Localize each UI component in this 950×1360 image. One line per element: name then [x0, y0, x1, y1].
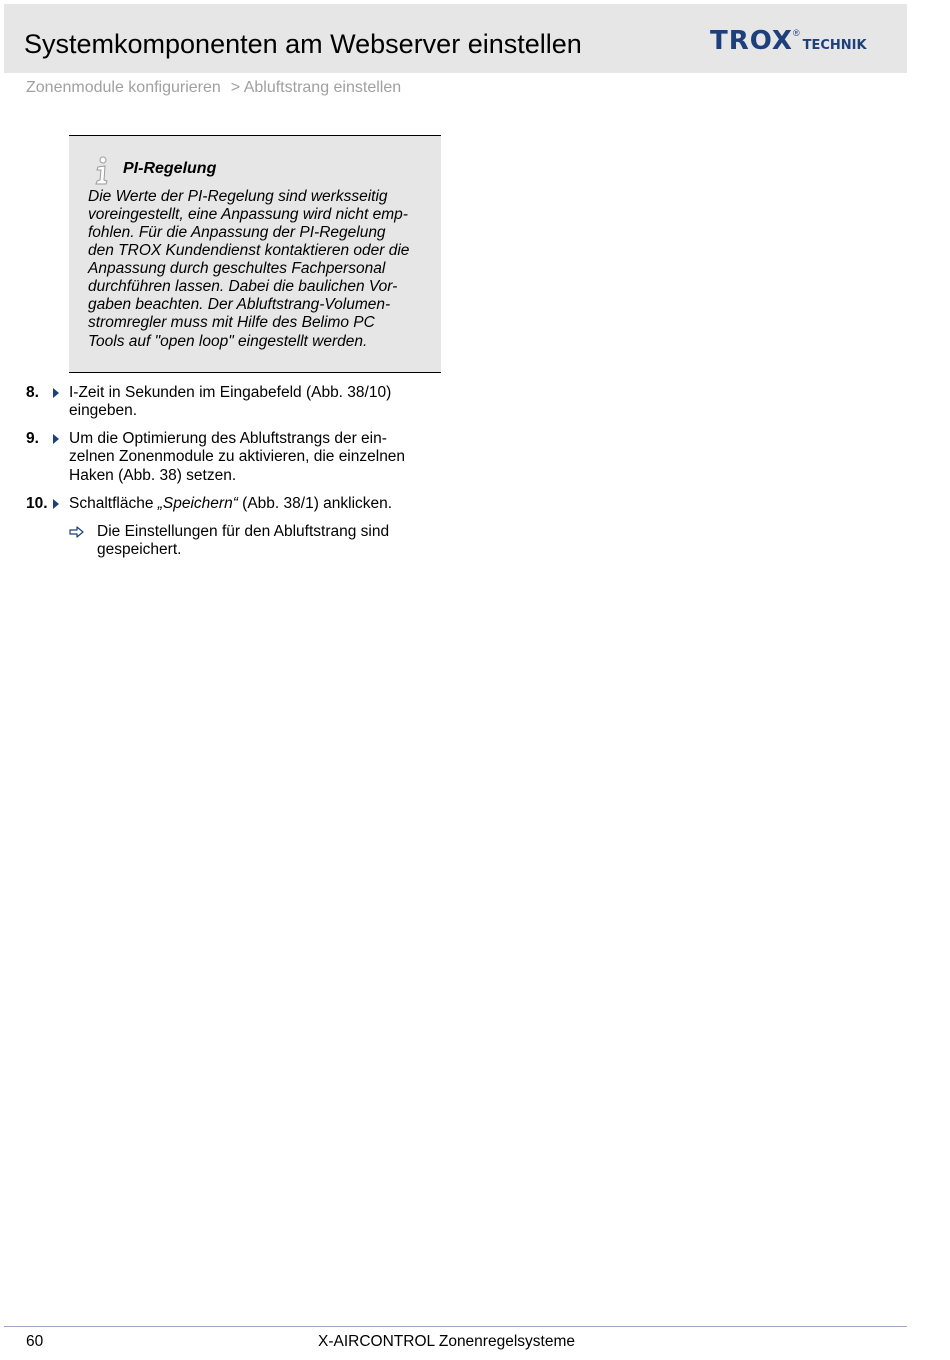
step-number: 8.: [26, 384, 39, 401]
step-text-line: Haken (Abb. 38) setzen.: [69, 467, 237, 484]
step-arrow-icon: [53, 388, 59, 398]
notice-text-line: voreingestellt, eine Anpassung wird nicht emp-: [88, 206, 408, 223]
notice-text-line: fohlen. Für die Anpassung der PI-Regelung: [88, 224, 386, 241]
step-text-line: Um die Optimierung des Abluftstrangs der ein-: [69, 430, 387, 447]
notice-text-line: den TROX Kundendienst kontaktieren oder die: [88, 242, 410, 259]
step-number: 10.: [26, 495, 48, 512]
notice-text-line: gaben beachten. Der Abluftstrang-Volumen-: [88, 296, 391, 313]
info-icon: [91, 156, 111, 186]
page-number: 60: [26, 1333, 44, 1350]
logo-subtitle: TECHNIK: [802, 38, 867, 53]
notice-text-line: Anpassung durch geschultes Fachpersonal: [88, 260, 386, 277]
notice-text-line: stromregler muss mit Hilfe des Belimo PC: [88, 314, 375, 331]
notice-text-line: Die Werte der PI-Regelung sind werksseitig: [88, 188, 388, 205]
logo-wordmark: TROX: [710, 26, 793, 56]
step-text-line: [69, 495, 392, 513]
result-arrow-icon: [69, 525, 85, 539]
breadcrumb: [26, 78, 401, 98]
result-text-line: gespeichert.: [97, 541, 182, 558]
step-number: 9.: [26, 430, 39, 447]
info-notice: [69, 135, 441, 373]
notice-title: PI-Regelung: [123, 160, 217, 177]
step-text-line: eingeben.: [69, 402, 138, 419]
step-text-line: zelnen Zonenmodule zu aktivieren, die einzelnen: [69, 448, 406, 465]
breadcrumb-current: > Abluftstrang einstellen: [230, 79, 402, 96]
step-arrow-icon: [53, 499, 59, 509]
step-text-line: I-Zeit in Sekunden im Eingabefeld (Abb. 38/10): [69, 384, 392, 401]
footer-divider: [4, 1326, 907, 1327]
notice-text-line: Tools auf "open loop" eingestellt werden.: [88, 333, 368, 350]
step-text: (Abb. 38/1) anklicken.: [237, 495, 393, 512]
page-title: Systemkomponenten am Webserver einstellen: [24, 29, 582, 59]
step-text: Schaltfläche: [69, 495, 158, 512]
save-button-reference: „Speichern“: [157, 495, 238, 512]
step-arrow-icon: [53, 434, 59, 444]
registered-mark: ®: [792, 28, 800, 38]
result-text-line: Die Einstellungen für den Abluftstrang sind: [97, 523, 390, 540]
document-title: X-AIRCONTROL Zonenregelsysteme: [318, 1333, 575, 1350]
breadcrumb-parent: Zonenmodule konfigurieren: [26, 79, 221, 96]
notice-text-line: durchführen lassen. Dabei die baulichen Vor-: [88, 278, 398, 295]
trox-technik-logo: [710, 26, 867, 66]
